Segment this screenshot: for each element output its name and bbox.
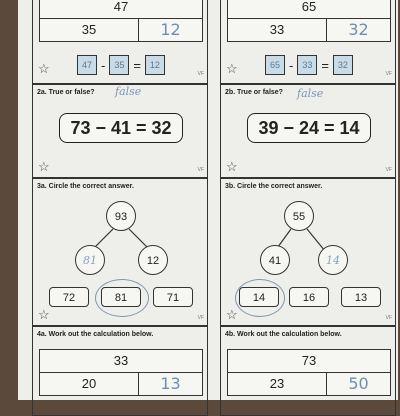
handwritten-answer: false bbox=[115, 85, 142, 98]
hand-drawn-circle bbox=[235, 279, 285, 317]
right-column bbox=[220, 0, 396, 400]
equals-sign: = bbox=[133, 57, 141, 73]
question-4a-panel bbox=[32, 326, 208, 416]
part-circle: 41 bbox=[260, 245, 290, 275]
version-mark: VF bbox=[385, 71, 392, 77]
question-title: 3a. Circle the correct answer. bbox=[37, 183, 134, 190]
whole-circle: 55 bbox=[284, 201, 314, 231]
bar-part: 20 bbox=[40, 373, 139, 395]
question-title: 4b. Work out the calculation below. bbox=[225, 331, 342, 338]
worksheet bbox=[18, 0, 398, 400]
calculation-box: 73 − 41 = 32 bbox=[59, 113, 183, 143]
question-1b-panel bbox=[220, 0, 396, 84]
bar-whole: 73 bbox=[228, 350, 390, 373]
equation-box: 35 bbox=[109, 55, 129, 75]
bar-model-table bbox=[227, 0, 391, 42]
star-outline-icon: ☆ bbox=[226, 307, 238, 322]
whole-circle: 93 bbox=[106, 201, 136, 231]
equation-row bbox=[265, 55, 353, 75]
equation-row bbox=[77, 55, 165, 75]
bar-whole: 47 bbox=[40, 0, 202, 19]
bar-part: 23 bbox=[228, 373, 327, 395]
question-1a-panel bbox=[32, 0, 208, 84]
part-circle: 12 bbox=[138, 245, 168, 275]
handwritten-answer: 13 bbox=[160, 374, 181, 393]
equation-box: 32 bbox=[333, 55, 353, 75]
answer-option[interactable]: 13 bbox=[341, 287, 381, 307]
question-2a-panel bbox=[32, 84, 208, 178]
handwritten-answer: 32 bbox=[348, 20, 369, 39]
answer-option[interactable]: 81 bbox=[101, 287, 141, 307]
bar-model-table bbox=[39, 0, 203, 42]
bar-part: 35 bbox=[40, 19, 139, 41]
equation-box: 12 bbox=[145, 55, 165, 75]
question-title: 4a. Work out the calculation below. bbox=[37, 331, 154, 338]
left-column bbox=[32, 0, 208, 400]
answer-option[interactable]: 14 bbox=[239, 287, 279, 307]
question-title: 3b. Circle the correct answer. bbox=[225, 183, 323, 190]
question-title: 2b. True or false? bbox=[225, 89, 283, 96]
equation-box: 47 bbox=[77, 55, 97, 75]
answer-option[interactable]: 71 bbox=[153, 287, 193, 307]
equation-box: 33 bbox=[297, 55, 317, 75]
star-outline-icon: ☆ bbox=[38, 307, 50, 322]
minus-sign: - bbox=[289, 57, 294, 73]
answer-option[interactable]: 72 bbox=[49, 287, 89, 307]
star-outline-icon: ☆ bbox=[38, 159, 50, 174]
part-circle-handwritten: 81 bbox=[75, 245, 105, 275]
minus-sign: - bbox=[101, 57, 106, 73]
bar-part: 33 bbox=[228, 19, 327, 41]
handwritten-answer: false bbox=[297, 87, 324, 100]
question-3a-panel bbox=[32, 178, 208, 326]
part-circle-handwritten: 14 bbox=[318, 245, 348, 275]
version-mark: VF bbox=[197, 71, 204, 77]
version-mark: VF bbox=[197, 167, 204, 173]
version-mark: VF bbox=[197, 315, 204, 321]
equation-box: 65 bbox=[265, 55, 285, 75]
bar-model-table bbox=[227, 349, 391, 396]
hand-drawn-circle bbox=[95, 279, 149, 317]
question-2b-panel bbox=[220, 84, 396, 178]
handwritten-answer: 12 bbox=[160, 20, 181, 39]
version-mark: VF bbox=[385, 315, 392, 321]
version-mark: VF bbox=[385, 167, 392, 173]
handwritten-answer: 50 bbox=[348, 374, 369, 393]
equals-sign: = bbox=[321, 57, 329, 73]
bar-model-table bbox=[39, 349, 203, 396]
question-3b-panel bbox=[220, 178, 396, 326]
star-outline-icon: ☆ bbox=[38, 61, 50, 76]
answer-option[interactable]: 16 bbox=[289, 287, 329, 307]
question-title: 2a. True or false? bbox=[37, 89, 95, 96]
bar-whole: 65 bbox=[228, 0, 390, 19]
question-4b-panel bbox=[220, 326, 396, 416]
star-outline-icon: ☆ bbox=[226, 159, 238, 174]
bar-whole: 33 bbox=[40, 350, 202, 373]
calculation-box: 39 − 24 = 14 bbox=[247, 113, 371, 143]
star-outline-icon: ☆ bbox=[226, 61, 238, 76]
